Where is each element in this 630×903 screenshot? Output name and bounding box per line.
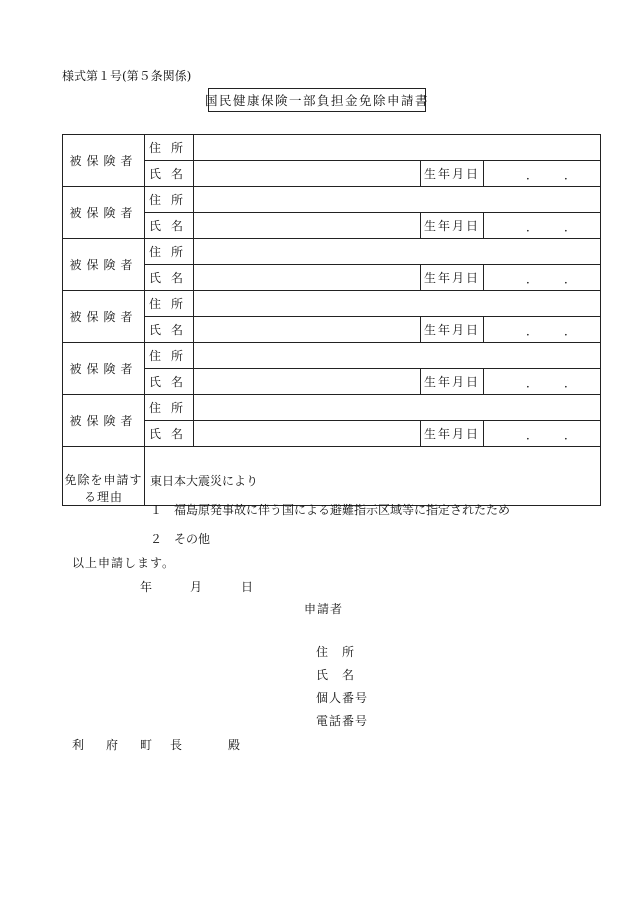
date-separator: ． [564,376,577,390]
address-label: 住所 [145,395,194,421]
applicant-personal-number-label: 個人番号 [316,691,369,705]
date-separator: ． [526,220,539,234]
date-separator: ． [526,272,539,286]
address-field[interactable] [194,239,601,265]
reason-heading: 東日本大震災により [150,474,259,488]
applicant-address-label: 住所 [316,645,369,659]
applicant-heading: 申請者 [304,602,344,616]
dob-label: 生年月日 [421,213,484,239]
dob-field[interactable] [484,317,601,343]
insured-label: 被保険者 [63,395,145,447]
name-field[interactable] [194,421,421,447]
address-label: 住所 [145,343,194,369]
address-label: 住所 [145,239,194,265]
reason-option-1[interactable]: １ 福島原発事故に伴う国による避難指示区域等に指定されたため [150,503,511,517]
insured-address-row [63,135,601,161]
name-label: 氏名 [145,369,194,395]
reason-option-2[interactable]: ２ その他 [150,532,211,546]
date-day-label: 日 [241,580,254,594]
insured-address-row [63,239,601,265]
form-title-text: 国民健康保険一部負担金免除申請書 [205,93,430,108]
date-separator: ． [564,168,577,182]
dob-field[interactable] [484,369,601,395]
name-field[interactable] [194,265,421,291]
name-label: 氏名 [145,161,194,187]
dob-label: 生年月日 [421,421,484,447]
date-month-label: 月 [190,580,203,594]
dob-field[interactable] [484,421,601,447]
dob-label: 生年月日 [421,369,484,395]
date-separator: ． [564,324,577,338]
date-separator: ． [564,272,577,286]
recipient [72,736,240,753]
applicant-name-label: 氏名 [316,668,369,682]
date-separator: ． [564,428,577,442]
reason-row [63,447,601,506]
dob-label: 生年月日 [421,161,484,187]
address-label: 住所 [145,187,194,213]
dob-label: 生年月日 [421,317,484,343]
name-field[interactable] [194,369,421,395]
date-year-label: 年 [140,580,153,594]
dob-field[interactable] [484,161,601,187]
address-label: 住所 [145,135,194,161]
date-separator: ． [526,428,539,442]
dob-field[interactable] [484,265,601,291]
insured-address-row [63,343,601,369]
reason-body [145,447,601,546]
applicant-phone-label: 電話番号 [316,714,369,728]
address-label: 住所 [145,291,194,317]
insured-label: 被保険者 [63,291,145,343]
address-field[interactable] [194,395,601,421]
insured-label: 被保険者 [63,135,145,187]
name-field[interactable] [194,213,421,239]
recipient-char-4: 長 [170,738,183,752]
insured-address-row [63,187,601,213]
form-number: 様式第１号(第５条関係) [62,69,192,83]
address-field[interactable] [194,135,601,161]
date-separator: ． [526,376,539,390]
insured-table [62,134,601,546]
dob-field[interactable] [484,213,601,239]
insured-label: 被保険者 [63,343,145,395]
name-field[interactable] [194,161,421,187]
recipient-char-3: 町 [140,738,153,752]
reason-label: 免除を申請する理由 [63,447,145,506]
insured-label: 被保険者 [63,187,145,239]
name-label: 氏名 [145,265,194,291]
closing-statement: 以上申請します。 [72,556,176,570]
insured-label: 被保険者 [63,239,145,291]
date-separator: ． [526,324,539,338]
address-field[interactable] [194,343,601,369]
date-separator: ． [526,168,539,182]
insured-address-row [63,291,601,317]
address-field[interactable] [194,187,601,213]
recipient-char-1: 利 [72,738,85,752]
name-label: 氏名 [145,213,194,239]
form-title [205,88,430,112]
name-label: 氏名 [145,317,194,343]
dob-label: 生年月日 [421,265,484,291]
name-field[interactable] [194,317,421,343]
date-separator: ． [564,220,577,234]
name-label: 氏名 [145,421,194,447]
insured-address-row [63,395,601,421]
recipient-honorific: 殿 [228,738,241,752]
address-field[interactable] [194,291,601,317]
recipient-char-2: 府 [106,738,119,752]
